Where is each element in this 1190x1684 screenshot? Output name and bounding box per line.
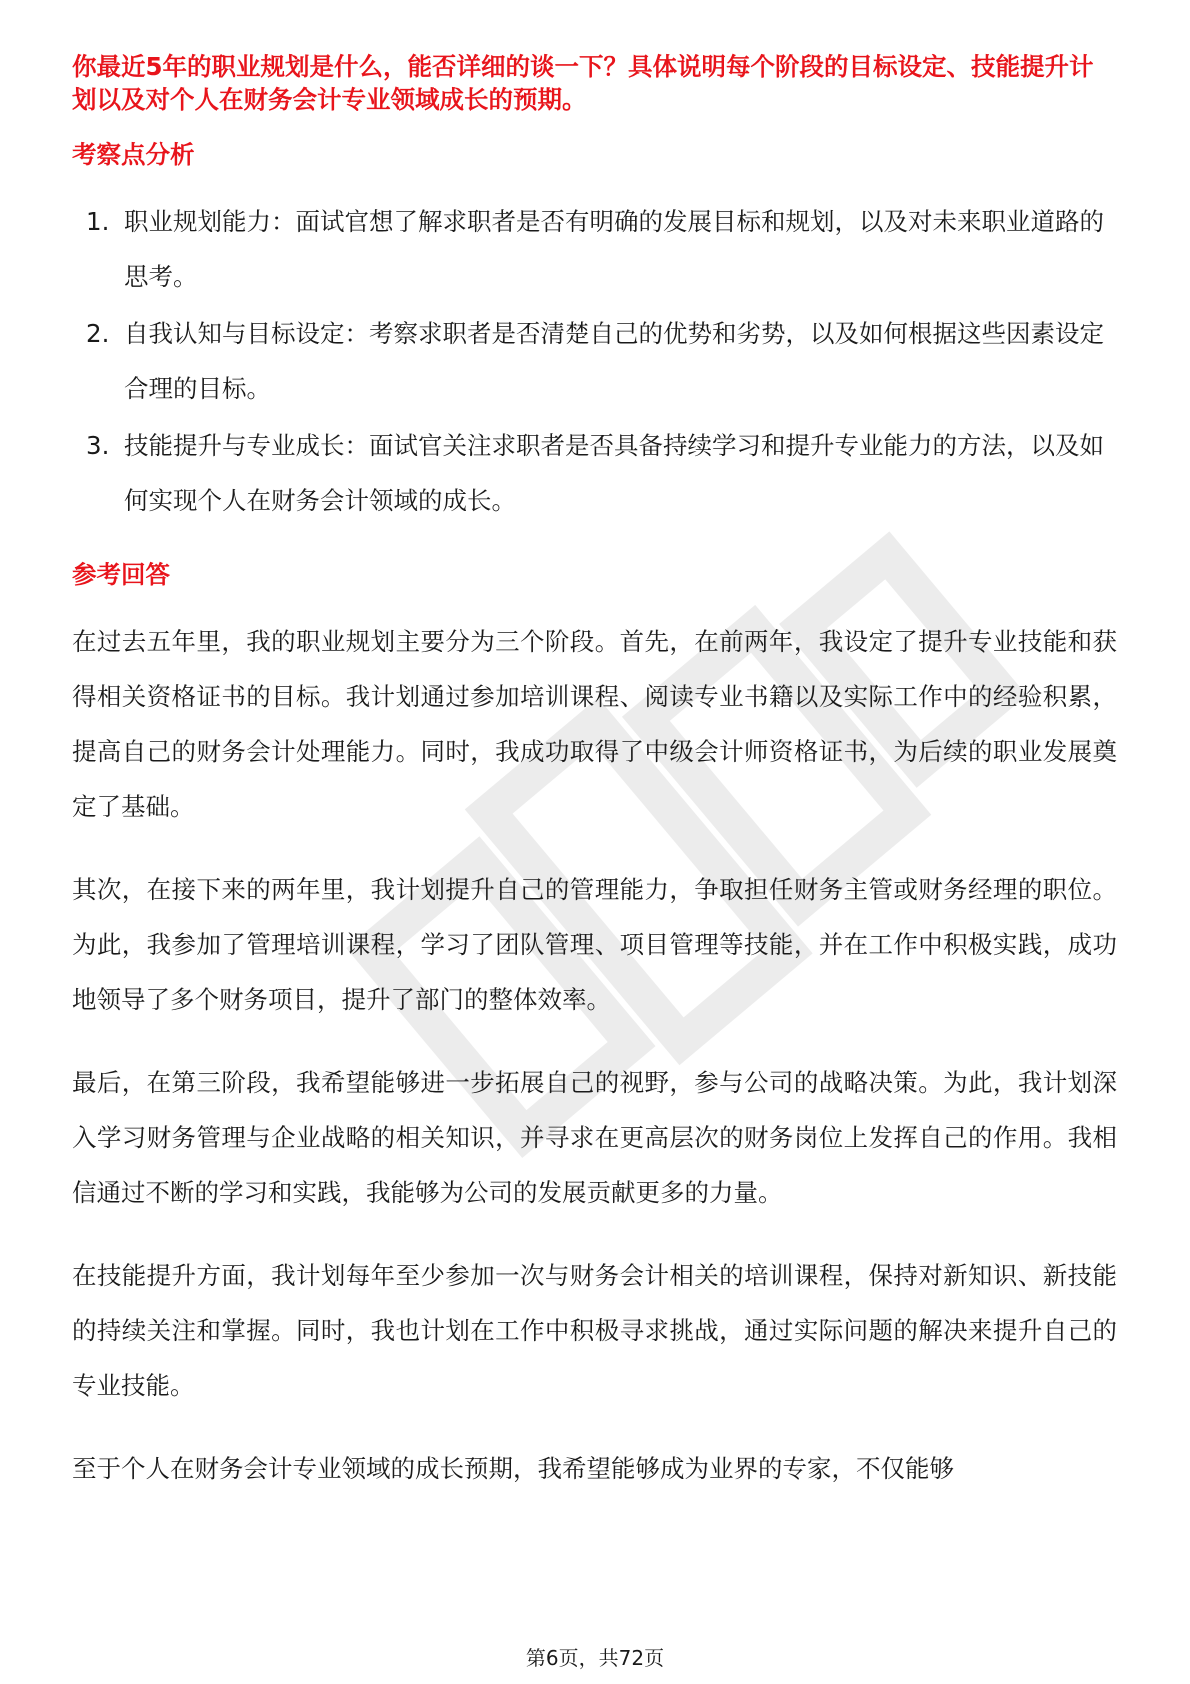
answer-paragraph: 在过去五年里，我的职业规划主要分为三个阶段。首先，在前两年，我设定了提升专业技能和获得相关资格证书的目标。我计划通过参加培训课程、阅读专业书籍以及实际工作中的经验积累，提高自己的财务会计处理能力。同时，我成功取得了中级会计师资格证书，为后续的职业发展奠定了基础。 (72, 627, 1117, 821)
analysis-heading: 考察点分析 (72, 140, 195, 169)
list-item-text: 技能提升与专业成长：面试官关注求职者是否具备持续学习和提升专业能力的方法，以及如何实现个人在财务会计领域的成长。 (124, 431, 1104, 515)
list-item-number: 3. (86, 431, 110, 460)
list-item (72, 418, 1117, 528)
page-footer: 第6页，共72页 (525, 1646, 665, 1670)
answer-heading: 参考回答 (72, 560, 170, 589)
list-item-text: 自我认知与目标设定：考察求职者是否清楚自己的优势和劣势，以及如何根据这些因素设定合理的目标。 (124, 319, 1104, 403)
interview-question: 你最近5年的职业规划是什么，能否详细的谈一下？具体说明每个阶段的目标设定、技能提升计划以及对个人在财务会计专业领域成长的预期。 (72, 52, 1094, 114)
answer-paragraph: 最后，在第三阶段，我希望能够进一步拓展自己的视野，参与公司的战略决策。为此，我计划深入学习财务管理与企业战略的相关知识，并寻求在更高层次的财务岗位上发挥自己的作用。我相信通过不断的学习和实践，我能够为公司的发展贡献更多的力量。 (72, 1068, 1117, 1207)
document-page (72, 50, 1117, 1524)
list-item-number: 2. (86, 319, 110, 348)
answer-paragraph: 在技能提升方面，我计划每年至少参加一次与财务会计相关的培训课程，保持对新知识、新技能的持续关注和掌握。同时，我也计划在工作中积极寻求挑战，通过实际问题的解决来提升自己的专业技能。 (72, 1261, 1117, 1400)
list-item (72, 194, 1117, 304)
list-item-text: 职业规划能力：面试官想了解求职者是否有明确的发展目标和规划，以及对未来职业道路的思考。 (124, 207, 1104, 291)
analysis-points-list (72, 194, 1117, 528)
list-item-number: 1. (86, 207, 110, 236)
list-item (72, 306, 1117, 416)
answer-paragraph: 至于个人在财务会计专业领域的成长预期，我希望能够成为业界的专家，不仅能够 (72, 1454, 954, 1483)
answer-paragraph: 其次，在接下来的两年里，我计划提升自己的管理能力，争取担任财务主管或财务经理的职位。为此，我参加了管理培训课程，学习了团队管理、项目管理等技能，并在工作中积极实践，成功地领导了多个财务项目，提升了部门的整体效率。 (72, 875, 1117, 1014)
